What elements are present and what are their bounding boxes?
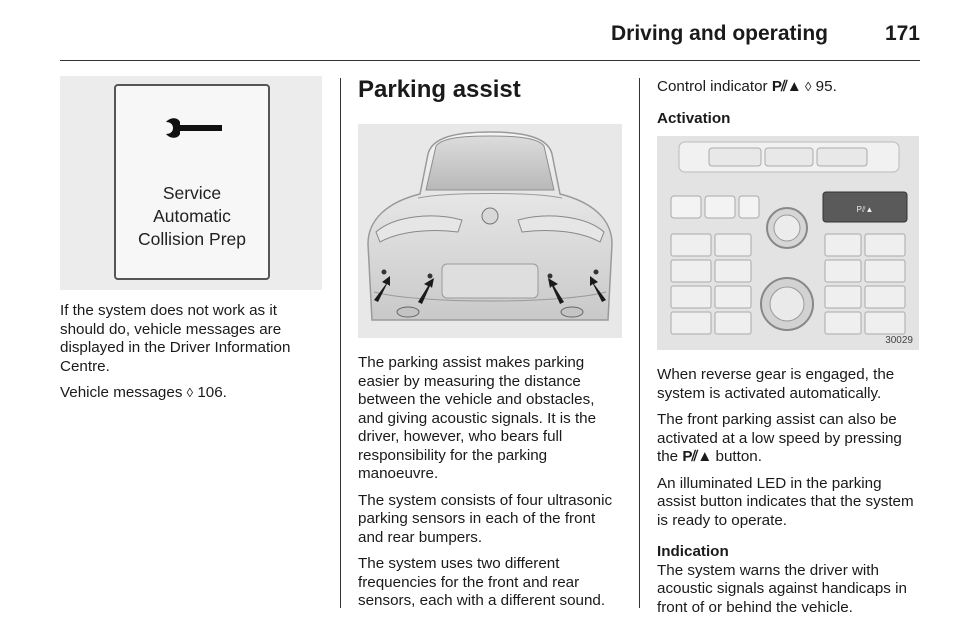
paragraph-sensors: The system consists of four ultrasonic parking sensors in each of the front and rear bumpers.	[358, 491, 613, 546]
paragraph-indication: The system warns the driver with acoustic signals against handicaps in front of or behind the vehicle.	[657, 561, 907, 616]
control-indicator-page-ref: 95.	[815, 78, 837, 95]
svg-text:P⫽▲: P⫽▲	[856, 205, 874, 214]
parking-assist-title: Parking assist	[358, 76, 521, 103]
image-number: 30029	[885, 335, 913, 346]
vehicle-messages-page-ref: 106.	[197, 384, 227, 401]
column-divider-2	[639, 78, 640, 608]
center-console-illustration	[657, 136, 919, 350]
column-3-top-text	[657, 78, 921, 128]
display-line-1: Service	[162, 183, 222, 203]
car-rear-sensors-image	[358, 124, 622, 338]
vehicle-messages-label: Vehicle messages	[60, 384, 183, 401]
column-divider-1	[340, 78, 341, 608]
car-rear-illustration	[358, 124, 622, 338]
paragraph-parking-assist-intro: The parking assist makes parking easier by measuring the distance between the vehicle and obstacles, and giving acoustic signals. It is the driver, however, who bears full responsibility for the parking manoeuvre.	[358, 354, 597, 482]
paragraph-frequencies: The system uses two different frequencies for the front and rear sensors, each with a different sound.	[358, 555, 606, 609]
activation-heading: Activation	[657, 109, 731, 127]
service-message-image	[60, 76, 322, 290]
sensor-outer-left	[382, 270, 387, 275]
sensor-outer-right	[594, 270, 599, 275]
paragraph-front-activation	[657, 411, 921, 467]
driver-info-display	[114, 84, 270, 280]
paragraph-reverse-gear: When reverse gear is engaged, the system is activated automatically.	[657, 366, 895, 402]
section-title: Driving and operating	[610, 22, 828, 45]
parking-assist-symbol-icon: P⫽▲	[682, 448, 712, 465]
parking-assist-symbol-icon: P⫽▲	[771, 78, 801, 95]
column-1-text	[60, 302, 322, 403]
sensor-inner-left	[428, 274, 433, 279]
paragraph-system-fault: If the system does not work as it should do, vehicle messages are displayed in the Driver Information Centre.	[60, 302, 291, 375]
display-line-2: Automatic	[153, 206, 231, 226]
indication-heading: Indication	[657, 543, 729, 560]
sensor-inner-right	[548, 274, 553, 279]
display-line-3: Collision Prep	[138, 229, 246, 249]
page-reference-icon: ◊	[186, 385, 194, 400]
paragraph-vehicle-messages	[60, 384, 322, 403]
column-2-text	[358, 354, 622, 611]
paragraph-led: An illuminated LED in the parking assist button indicates that the system is ready to operate.	[657, 474, 914, 529]
wrench-icon	[164, 116, 224, 140]
front-activation-text-end: button.	[715, 448, 762, 465]
paragraph-control-indicator	[657, 78, 921, 97]
page-header	[60, 14, 920, 61]
center-console-image	[657, 136, 919, 350]
display-message	[116, 182, 268, 251]
front-activation-text: The front parking assist can also be activated at a low speed by pressing the	[657, 411, 902, 465]
column-3-text	[657, 366, 921, 617]
page-reference-icon: ◊	[805, 79, 812, 94]
page-number: 171	[884, 22, 920, 45]
control-indicator-label: Control indicator	[657, 78, 768, 95]
